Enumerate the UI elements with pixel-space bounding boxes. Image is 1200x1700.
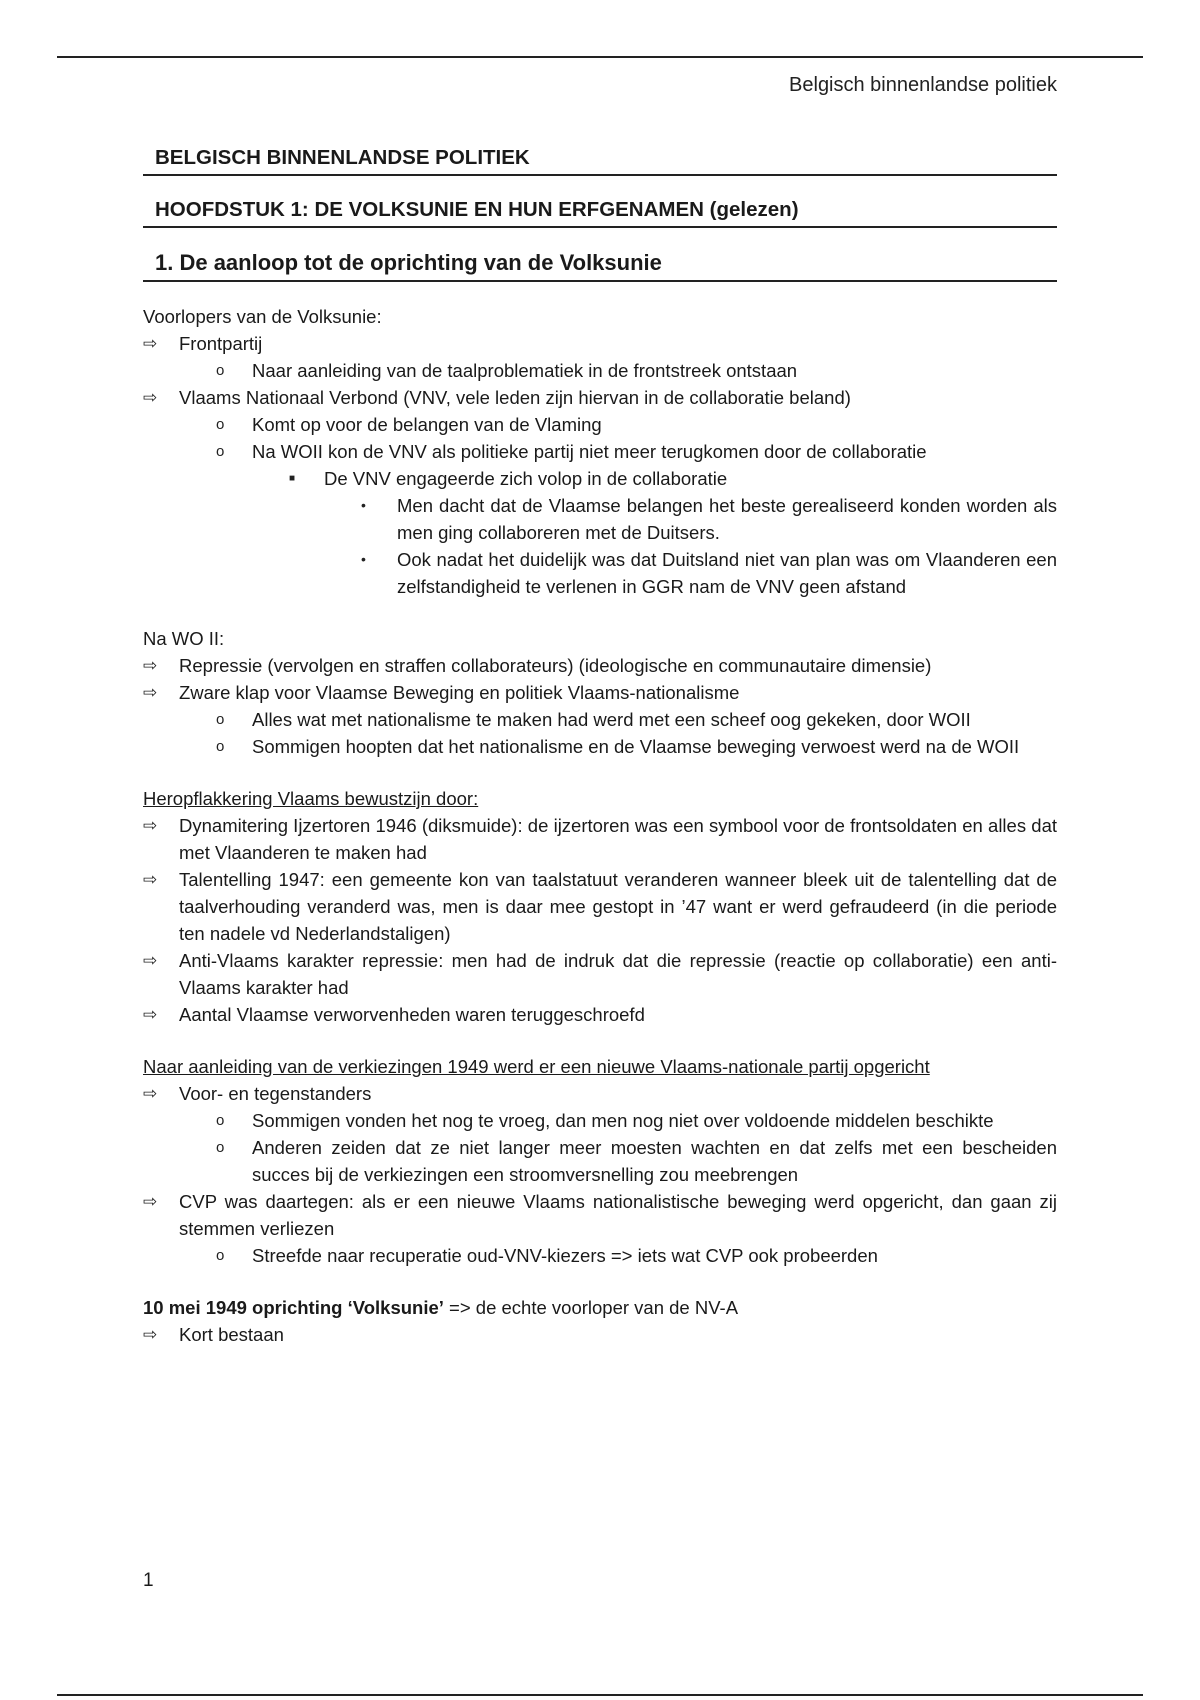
list-item <box>143 866 1057 947</box>
oprichting-rest: => de echte voorloper van de NV-A <box>443 1297 739 1318</box>
voorlopers-heading: Voorlopers van de Volksunie: <box>143 306 382 327</box>
list-item <box>143 652 1057 679</box>
document-title: BELGISCH BINNENLANDSE POLITIEK <box>143 142 1057 176</box>
arrow-bullet-icon: ⇨ <box>143 1325 158 1344</box>
circle-bullet-icon: o <box>216 1112 225 1129</box>
list-item-text: Aantal Vlaamse verworvenheden waren teruggeschroefd <box>179 1004 645 1025</box>
oprichting-bold: 10 mei 1949 oprichting ‘Volksunie’ <box>143 1297 444 1318</box>
list-item <box>143 465 1057 492</box>
page-number: 1 <box>143 1570 154 1591</box>
list-item-text: Anti-Vlaams karakter repressie: men had de indruk dat die repressie (reactie op collaboratie) een anti-Vlaams karakter had <box>179 950 1057 998</box>
list-item-text: Vlaams Nationaal Verbond (VNV, vele leden zijn hiervan in de collaboratie beland) <box>179 387 851 408</box>
list-item <box>143 492 1057 546</box>
section-heading: 1. De aanloop tot de oprichting van de Volksunie <box>143 246 1057 282</box>
list-item <box>143 1321 1057 1348</box>
list-item-text: Talentelling 1947: een gemeente kon van taalstatuut veranderen wanneer bleek uit de talentelling dat de taalverhouding veranderd was, men is daar mee gestopt in ’47 want er werd gefraudeerd (in die periode ten nadele vd Nederlandstaligen) <box>179 869 1057 944</box>
list-item <box>143 1242 1057 1269</box>
list-item <box>143 1080 1057 1107</box>
list-item <box>143 330 1057 357</box>
arrow-bullet-icon: ⇨ <box>143 1005 158 1024</box>
list-item <box>143 947 1057 1001</box>
header-rule <box>57 56 1143 58</box>
list-item <box>143 438 1057 465</box>
list-item-text: Voor- en tegenstanders <box>179 1083 372 1104</box>
arrow-bullet-icon: ⇨ <box>143 1192 158 1211</box>
na-wo-heading: Na WO II: <box>143 628 225 649</box>
list-item-text: Kort bestaan <box>179 1324 284 1345</box>
list-item-text: Sommigen hoopten dat het nationalisme en de Vlaamse beweging verwoest werd na de WOII <box>252 736 1020 757</box>
list-item <box>143 1001 1057 1028</box>
list-item-text: Repressie (vervolgen en straffen collaborateurs) (ideologische en communautaire dimensie) <box>179 655 932 676</box>
list-item-text: Ook nadat het duidelijk was dat Duitsland niet van plan was om Vlaanderen een zelfstandigheid te verlenen in GGR nam de VNV geen afstand <box>397 549 1057 597</box>
oprichting-line <box>143 1295 1057 1321</box>
arrow-bullet-icon: ⇨ <box>143 656 158 675</box>
list-item-text: Zware klap voor Vlaamse Beweging en politiek Vlaams-nationalisme <box>179 682 740 703</box>
list-item-text: Komt op voor de belangen van de Vlaming <box>252 414 602 435</box>
circle-bullet-icon: o <box>216 443 225 460</box>
list-item <box>143 812 1057 866</box>
list-item-text: Na WOII kon de VNV als politieke partij niet meer terugkomen door de collaboratie <box>252 441 927 462</box>
list-item <box>143 1134 1057 1188</box>
circle-bullet-icon: o <box>216 1139 225 1156</box>
list-item <box>143 411 1057 438</box>
list-item-text: Alles wat met nationalisme te maken had werd met een scheef oog gekeken, door WOII <box>252 709 971 730</box>
list-item-text: Streefde naar recuperatie oud-VNV-kiezers => iets wat CVP ook probeerden <box>252 1245 878 1266</box>
arrow-bullet-icon: ⇨ <box>143 870 158 889</box>
list-item-text: CVP was daartegen: als er een nieuwe Vlaams nationalistische beweging werd opgericht, dan gaan zij stemmen verliezen <box>179 1191 1057 1239</box>
circle-bullet-icon: o <box>216 362 225 379</box>
list-item-text: Sommigen vonden het nog te vroeg, dan men nog niet over voldoende middelen beschikte <box>252 1110 994 1131</box>
verkiezingen-heading: Naar aanleiding van de verkiezingen 1949 werd er een nieuwe Vlaams-nationale partij opgericht <box>143 1056 930 1077</box>
arrow-bullet-icon: ⇨ <box>143 1084 158 1103</box>
list-item-text: Men dacht dat de Vlaamse belangen het beste gerealiseerd konden worden als men ging collaboreren met de Duitsers. <box>397 495 1057 543</box>
footer-rule <box>57 1694 1143 1696</box>
heropflakkering-heading: Heropflakkering Vlaams bewustzijn door: <box>143 788 479 809</box>
list-item <box>143 384 1057 411</box>
dot-bullet-icon: • <box>361 497 366 513</box>
dot-bullet-icon: • <box>361 551 366 567</box>
list-item <box>143 1188 1057 1242</box>
list-item-text: Frontpartij <box>179 333 263 354</box>
arrow-bullet-icon: ⇨ <box>143 334 158 353</box>
arrow-bullet-icon: ⇨ <box>143 816 158 835</box>
list-item <box>143 733 1057 760</box>
list-item-text: Naar aanleiding van de taalproblematiek in de frontstreek ontstaan <box>252 360 798 381</box>
list-item <box>143 357 1057 384</box>
circle-bullet-icon: o <box>216 711 225 728</box>
chapter-heading: HOOFDSTUK 1: DE VOLKSUNIE EN HUN ERFGENAMEN (gelezen) <box>143 194 1057 228</box>
list-item <box>143 706 1057 733</box>
circle-bullet-icon: o <box>216 416 225 433</box>
document-body <box>143 142 1057 1348</box>
square-bullet-icon: ■ <box>289 473 296 484</box>
list-item-text: De VNV engageerde zich volop in de collaboratie <box>324 468 728 489</box>
arrow-bullet-icon: ⇨ <box>143 683 158 702</box>
list-item <box>143 1107 1057 1134</box>
circle-bullet-icon: o <box>216 738 225 755</box>
list-item <box>143 546 1057 600</box>
list-item <box>143 679 1057 706</box>
list-item-text: Anderen zeiden dat ze niet langer meer moesten wachten en dat zelfs met een bescheiden succes bij de verkiezingen een stroomversnelling zou meebrengen <box>252 1137 1057 1185</box>
circle-bullet-icon: o <box>216 1247 225 1264</box>
arrow-bullet-icon: ⇨ <box>143 951 158 970</box>
running-header: Belgisch binnenlandse politiek <box>789 74 1057 96</box>
arrow-bullet-icon: ⇨ <box>143 388 158 407</box>
list-item-text: Dynamitering Ijzertoren 1946 (diksmuide): de ijzertoren was een symbool voor de frontsoldaten en alles dat met Vlaanderen te maken had <box>179 815 1057 863</box>
